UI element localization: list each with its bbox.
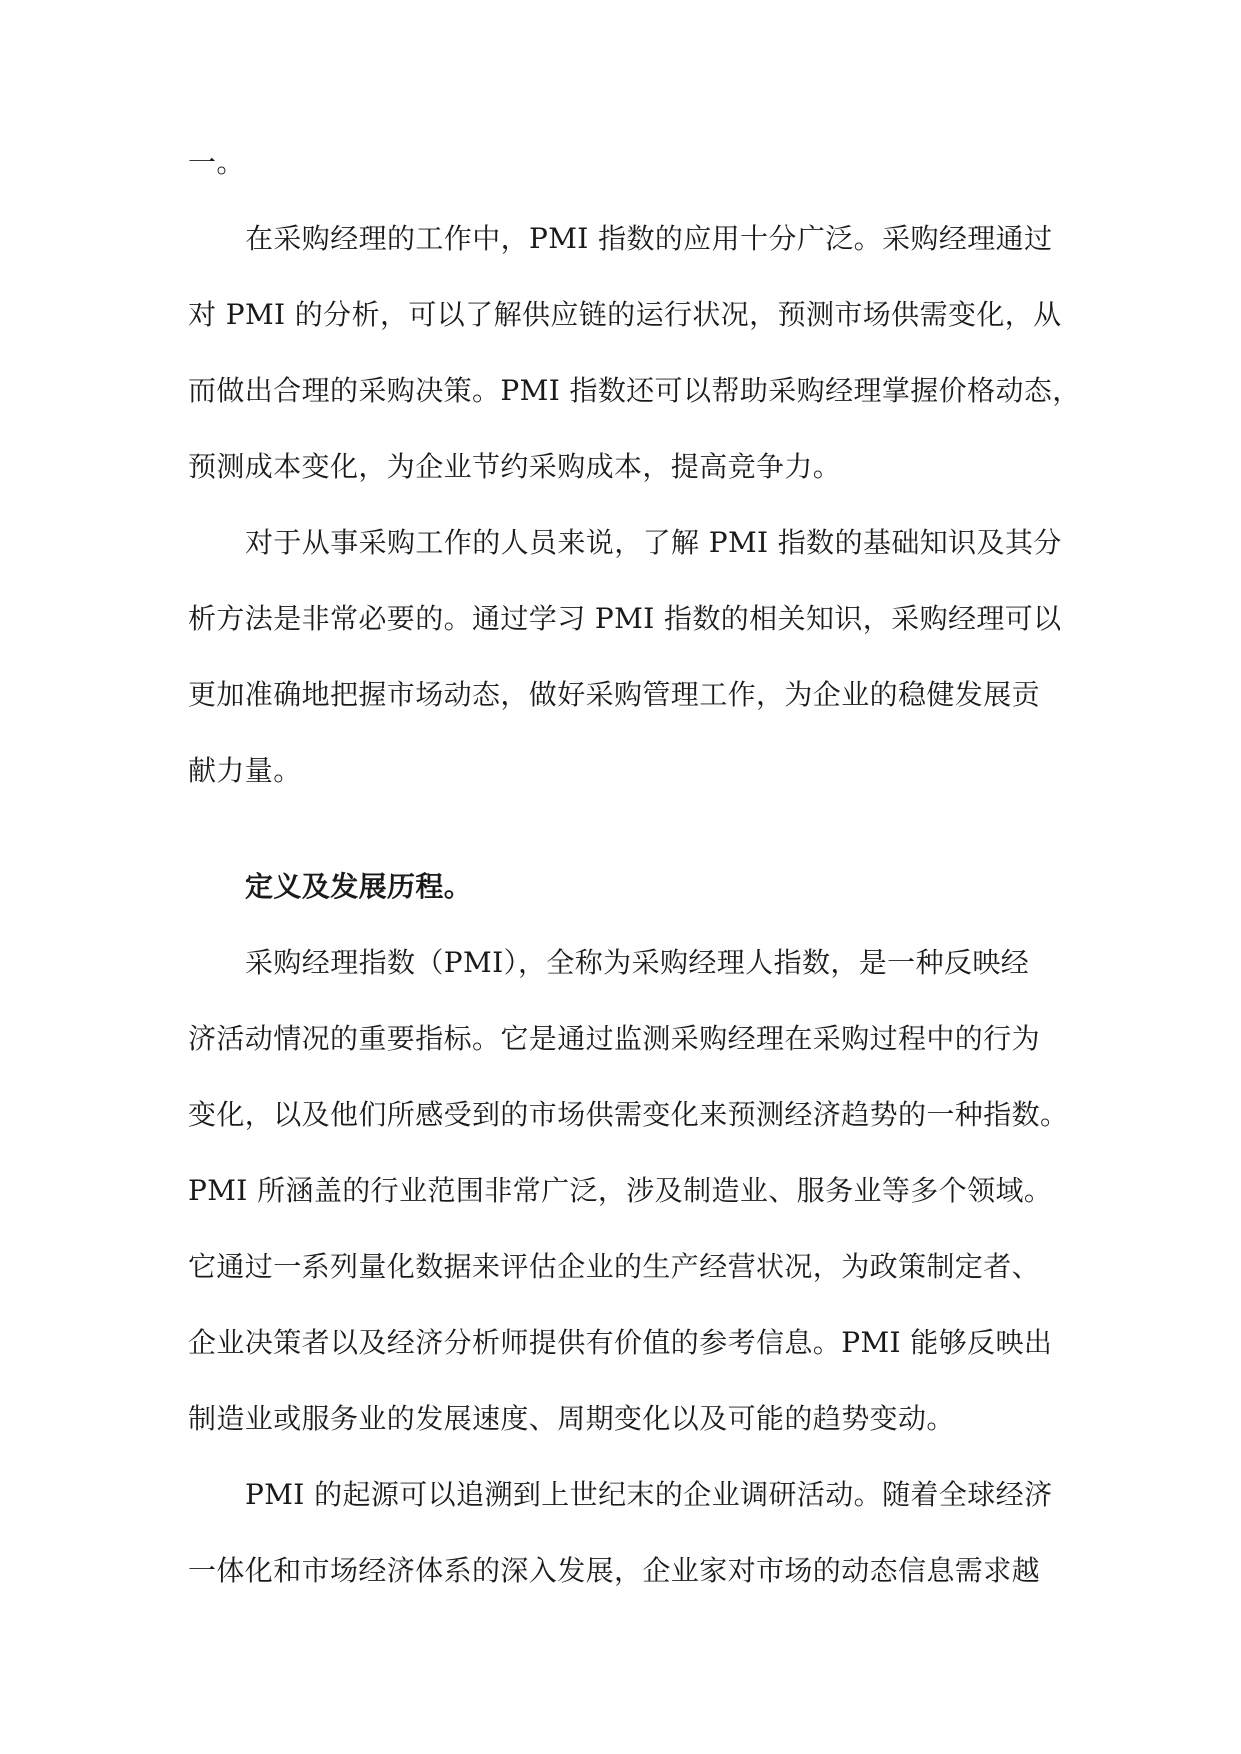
- document-body: [188, 144, 1081, 1628]
- paragraph-pmi-application: [188, 220, 1081, 524]
- text-line: 预测成本变化，为企业节约采购成本，提高竞争力。: [188, 450, 842, 483]
- text-line: 制造业或服务业的发展速度、周期变化以及可能的趋势变动。: [188, 1402, 955, 1435]
- section-heading: 定义及发展历程。: [245, 870, 473, 903]
- text-line: 对 PMI 的分析，可以了解供应链的运行状况，预测市场供需变化，从: [188, 298, 1062, 331]
- text-line: 它通过一系列量化数据来评估企业的生产经营状况，为政策制定者、: [188, 1250, 1041, 1283]
- text-line: 更加准确地把握市场动态，做好采购管理工作，为企业的稳健发展贡: [188, 678, 1041, 711]
- paragraph-pmi-definition: [188, 944, 1069, 1476]
- text-line: 析方法是非常必要的。通过学习 PMI 指数的相关知识，采购经理可以: [188, 602, 1062, 635]
- text-line: 变化，以及他们所感受到的市场供需变化来预测经济趋势的一种指数。: [188, 1098, 1069, 1131]
- text-line: PMI 的起源可以追溯到上世纪末的企业调研活动。随着全球经济: [245, 1478, 1053, 1511]
- text-line: 在采购经理的工作中，PMI 指数的应用十分广泛。采购经理通过: [245, 222, 1053, 255]
- section-spacer: [188, 828, 1056, 868]
- text-line: 献力量。: [188, 754, 302, 787]
- paragraph-pmi-origin: [188, 1476, 1056, 1628]
- text-line: 一。: [188, 146, 245, 179]
- text-line: 采购经理指数（PMI），全称为采购经理人指数，是一种反映经: [245, 946, 1030, 979]
- paragraph-pmi-knowledge: [188, 524, 1062, 828]
- text-line: 济活动情况的重要指标。它是通过监测采购经理在采购过程中的行为: [188, 1022, 1041, 1055]
- text-line: 企业决策者以及经济分析师提供有价值的参考信息。PMI 能够反映出: [188, 1326, 1053, 1359]
- text-line: 而做出合理的采购决策。PMI 指数还可以帮助采购经理掌握价格动态，: [188, 374, 1081, 407]
- text-line: PMI 所涵盖的行业范围非常广泛，涉及制造业、服务业等多个领域。: [188, 1174, 1053, 1207]
- text-line: 一体化和市场经济体系的深入发展，企业家对市场的动态信息需求越: [188, 1554, 1041, 1587]
- paragraph-continuation: [188, 144, 1056, 220]
- text-line: 对于从事采购工作的人员来说，了解 PMI 指数的基础知识及其分: [245, 526, 1062, 559]
